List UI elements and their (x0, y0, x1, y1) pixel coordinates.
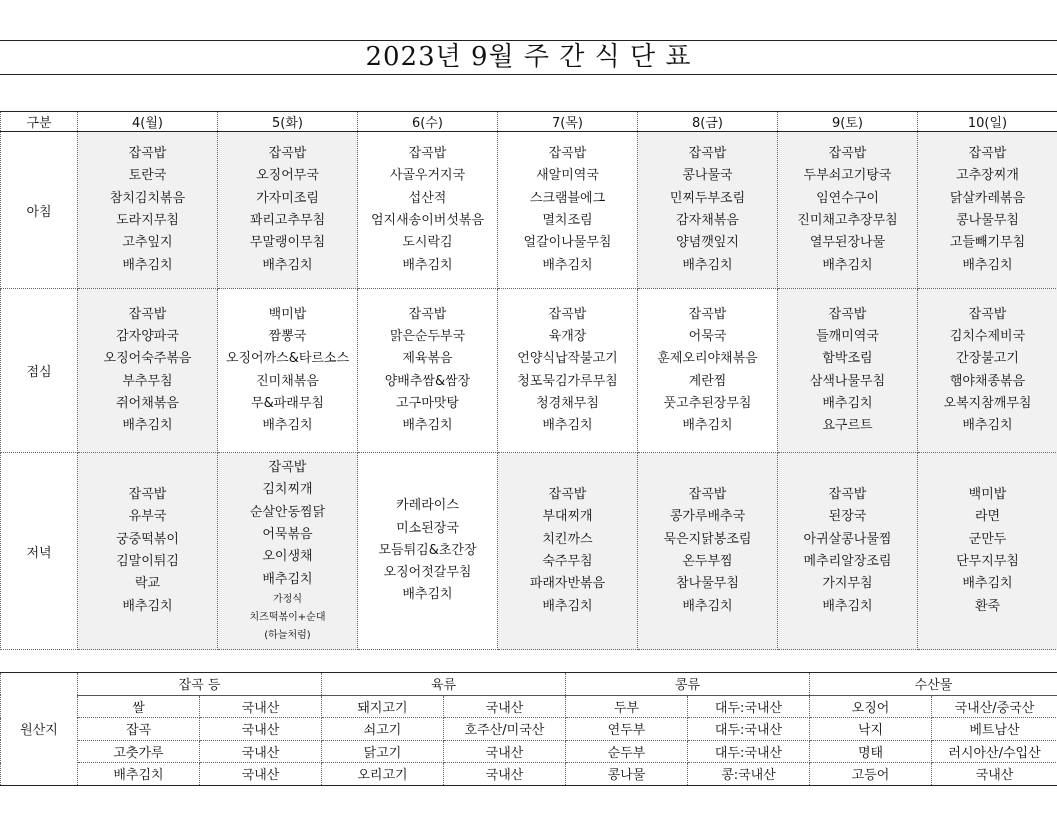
origin-country: 국내산 (932, 763, 1057, 786)
day-header: 5(화) (218, 112, 358, 132)
meal-cell (498, 453, 638, 650)
menu-item: 두부쇠고기탕국 (803, 168, 892, 184)
origin-country: 국내산 (444, 695, 566, 718)
menu-item: 무말랭이무침 (249, 235, 326, 251)
menu-item: 배추김치 (402, 418, 453, 434)
menu-item: 풋고추된장무침 (663, 395, 752, 411)
menu-item: 배추김치 (962, 418, 1013, 434)
menu-item: 고구마맛탕 (396, 395, 459, 411)
menu-item: 파래자반볶음 (529, 576, 606, 592)
menu-item: 배추김치 (122, 418, 173, 434)
menu-item: 잡곡밥 (268, 460, 307, 476)
origin-item: 쇠고기 (322, 718, 444, 741)
menu-item: 락교 (134, 576, 161, 592)
menu-item: 배추김치 (822, 257, 873, 273)
menu-item: 함박조림 (822, 351, 873, 367)
meal-cell (498, 289, 638, 453)
menu-item: 고추잎지 (122, 235, 173, 251)
origin-item: 잡곡 (78, 718, 200, 741)
menu-item: 잡곡밥 (128, 306, 167, 322)
meal-cell (218, 132, 358, 289)
menu-item: 어묵국 (688, 328, 727, 344)
menu-item: 환죽 (974, 598, 1001, 614)
menu-item: 군만두 (968, 531, 1007, 547)
origin-group: 잡곡 등 (78, 673, 322, 696)
menu-item: 배추김치 (122, 257, 173, 273)
menu-item: 오징어까스&타르소스 (225, 351, 350, 367)
menu-item: 고추장찌개 (956, 168, 1019, 184)
meal-label: 점심 (1, 289, 78, 453)
origin-item: 오징어 (810, 695, 932, 718)
menu-item: 궁중떡볶이 (116, 531, 179, 547)
menu-item: 햄야채종볶음 (949, 373, 1026, 389)
day-header: 8(금) (638, 112, 778, 132)
day-header: 4(월) (78, 112, 218, 132)
meal-row-breakfast (1, 132, 1057, 289)
menu-item: 참치김치볶음 (109, 190, 186, 206)
menu-item: 콩가루배추국 (669, 509, 746, 525)
menu-item: 멸치조림 (542, 213, 593, 228)
menu-item: 얼갈이나물무침 (523, 235, 612, 251)
origin-item: 고등어 (810, 763, 932, 786)
menu-item: 치킨까스 (542, 531, 593, 547)
origin-item: 닭고기 (322, 740, 444, 763)
meal-cell (638, 289, 778, 453)
origin-group-row (1, 673, 1057, 696)
menu-item: 잡곡밥 (968, 306, 1007, 322)
menu-item: 배추김치 (262, 571, 313, 587)
origin-label: 원산지 (1, 673, 78, 786)
meal-cell (78, 132, 218, 289)
meal-row-dinner (1, 453, 1057, 650)
origin-item: 연두부 (566, 718, 688, 741)
menu-item: 메추리알장조림 (803, 554, 892, 569)
day-header: 10(일) (918, 112, 1057, 132)
menu-item: 꽈리고추무침 (249, 213, 326, 228)
menu-item: 청경채무침 (536, 395, 599, 411)
meal-cell (218, 453, 358, 650)
menu-item: 잡곡밥 (128, 146, 167, 162)
menu-note: 치즈떡볶이+순대 (249, 611, 326, 623)
origin-country: 대두:국내산 (688, 718, 810, 741)
menu-note: (하늘처럼) (264, 629, 311, 641)
menu-item: 잡곡밥 (408, 146, 447, 162)
meal-cell (358, 453, 498, 650)
menu-item: 진미채볶음 (256, 373, 319, 389)
menu-item: 사골우거지국 (389, 168, 466, 184)
menu-item: 라면 (974, 509, 1001, 525)
menu-item: 콩나물국 (682, 168, 733, 184)
menu-item: 잡곡밥 (548, 146, 587, 162)
origin-country: 콩:국내산 (688, 763, 810, 786)
menu-item: 감자채볶음 (676, 213, 739, 228)
menu-item: 참나물무침 (676, 576, 739, 592)
menu-item: 배추김치 (822, 395, 873, 411)
menu-item: 미소된장국 (396, 520, 459, 536)
origin-country: 러시아산/수입산 (932, 740, 1057, 763)
menu-item: 가자미조림 (256, 190, 319, 206)
menu-item: 잡곡밥 (968, 146, 1007, 162)
menu-item: 오징어숙주볶음 (103, 351, 192, 367)
menu-item: 들깨미역국 (816, 328, 879, 344)
page-title: 2023년 9월 주 간 식 단 표 (0, 40, 1057, 75)
menu-item: 도시락김 (402, 235, 453, 251)
origin-country: 대두:국내산 (688, 695, 810, 718)
menu-item: 양념깻잎지 (676, 235, 739, 251)
origin-item: 콩나물 (566, 763, 688, 786)
menu-item: 잡곡밥 (408, 306, 447, 322)
menu-item: 훈제오리야채볶음 (657, 351, 758, 367)
origin-country: 국내산 (444, 740, 566, 763)
menu-item: 어묵볶음 (262, 527, 313, 542)
menu-item: 잡곡밥 (268, 146, 307, 162)
menu-item: 삼색나물무침 (809, 373, 886, 389)
meal-label: 저녁 (1, 453, 78, 650)
header-row (1, 112, 1057, 132)
menu-item: 잡곡밥 (548, 306, 587, 322)
menu-item: 도라지무침 (116, 213, 179, 228)
meal-cell (78, 289, 218, 453)
origin-country: 국내산 (200, 718, 322, 741)
menu-item: 진미채고추장무침 (797, 213, 898, 228)
menu-item: 쥐어채볶음 (116, 395, 179, 411)
origin-item: 배추김치 (78, 763, 200, 786)
meal-cell (78, 453, 218, 650)
origin-country: 국내산/중국산 (932, 695, 1057, 718)
menu-item: 아귀살콩나물찜 (803, 531, 892, 547)
menu-item: 고들빼기무침 (949, 235, 1026, 251)
meal-cell (778, 132, 918, 289)
menu-item: 엄지새송이버섯볶음 (370, 213, 485, 228)
menu-item: 요구르트 (822, 418, 873, 434)
menu-note: 가정식 (273, 593, 302, 605)
menu-item: 콩나물무침 (956, 213, 1019, 228)
menu-item: 배추김치 (682, 598, 733, 614)
origin-item: 명태 (810, 740, 932, 763)
weekly-menu-table (0, 111, 1057, 650)
menu-item: 오복지참깨무침 (943, 395, 1032, 411)
menu-item: 백미밥 (968, 487, 1007, 503)
menu-item: 오징어젓갈무침 (383, 565, 472, 581)
menu-item: 닭살카레볶음 (949, 190, 1026, 206)
menu-item: 김치수제비국 (949, 328, 1026, 344)
menu-item: 백미밥 (268, 306, 307, 322)
menu-item: 잡곡밥 (128, 487, 167, 503)
meal-cell (918, 453, 1057, 650)
origin-country: 국내산 (200, 763, 322, 786)
menu-item: 육개장 (548, 328, 587, 344)
origin-row (1, 763, 1057, 786)
origin-country: 호주산/미국산 (444, 718, 566, 741)
meal-cell (358, 132, 498, 289)
menu-item: 제육볶음 (402, 351, 453, 367)
menu-item: 청포묵김가루무침 (517, 373, 618, 389)
menu-item: 배추김치 (122, 598, 173, 614)
menu-item: 맑은순두부국 (389, 328, 466, 344)
origin-item: 낙지 (810, 718, 932, 741)
origin-item: 오리고기 (322, 763, 444, 786)
origin-item: 쌀 (78, 695, 200, 718)
menu-item: 가지무침 (822, 576, 873, 592)
menu-item: 감자양파국 (116, 328, 179, 344)
menu-item: 짬뽕국 (268, 328, 307, 344)
origin-group: 콩류 (566, 673, 810, 696)
menu-item: 열무된장나물 (809, 235, 886, 251)
menu-item: 배추김치 (402, 257, 453, 273)
menu-item: 토란국 (128, 168, 167, 184)
menu-item: 카레라이스 (396, 498, 459, 514)
origin-group: 수산물 (810, 673, 1057, 696)
meal-cell (778, 453, 918, 650)
menu-item: 잡곡밥 (688, 146, 727, 162)
origin-item: 두부 (566, 695, 688, 718)
menu-item: 배추김치 (402, 587, 453, 603)
origin-country: 국내산 (200, 740, 322, 763)
menu-item: 배추김치 (822, 598, 873, 614)
menu-item: 배추김치 (682, 257, 733, 273)
origin-row (1, 718, 1057, 741)
menu-item: 오이생채 (262, 549, 313, 565)
menu-item: 계란찜 (688, 373, 727, 389)
menu-item: 부추무침 (122, 373, 173, 389)
day-header: 6(수) (358, 112, 498, 132)
menu-item: 부대찌개 (542, 509, 593, 525)
menu-item: 양배추쌈&쌈장 (384, 373, 471, 389)
menu-item: 배추김치 (682, 418, 733, 434)
origin-row (1, 695, 1057, 718)
meal-row-lunch (1, 289, 1057, 453)
origin-country: 국내산 (444, 763, 566, 786)
menu-item: 단무지무침 (956, 554, 1019, 569)
meal-cell (638, 453, 778, 650)
meal-cell (358, 289, 498, 453)
menu-item: 김말이튀김 (116, 554, 179, 569)
menu-item: 배추김치 (262, 257, 313, 273)
menu-item: 배추김치 (542, 257, 593, 273)
menu-item: 모듬튀김&초간장 (378, 542, 477, 558)
meal-cell (498, 132, 638, 289)
menu-item: 잡곡밥 (828, 487, 867, 503)
menu-item: 무&파래무침 (251, 395, 324, 411)
menu-item: 배추김치 (542, 598, 593, 614)
menu-item: 언양식납작불고기 (517, 351, 618, 367)
day-header: 7(목) (498, 112, 638, 132)
origin-country: 대두:국내산 (688, 740, 810, 763)
origin-row (1, 740, 1057, 763)
menu-item: 잡곡밥 (688, 487, 727, 503)
origin-group: 육류 (322, 673, 566, 696)
menu-item: 오징어무국 (256, 168, 319, 184)
menu-item: 된장국 (828, 509, 867, 525)
menu-item: 배추김치 (262, 418, 313, 434)
day-header: 9(토) (778, 112, 918, 132)
meal-cell (918, 132, 1057, 289)
meal-cell (218, 289, 358, 453)
origin-item: 고춧가루 (78, 740, 200, 763)
origin-table (0, 672, 1057, 786)
meal-label: 아침 (1, 132, 78, 289)
menu-item: 잡곡밥 (688, 306, 727, 322)
menu-item: 민찌두부조림 (669, 190, 746, 206)
menu-item: 간장불고기 (956, 351, 1019, 367)
origin-country: 베트남산 (932, 718, 1057, 741)
menu-item: 새알미역국 (536, 168, 599, 184)
meal-cell (918, 289, 1057, 453)
menu-item: 김치찌개 (262, 482, 313, 498)
menu-item: 숙주무침 (542, 554, 593, 569)
header-label: 구분 (1, 112, 78, 132)
meal-cell (778, 289, 918, 453)
menu-item: 온두부찜 (682, 554, 733, 569)
origin-item: 돼지고기 (322, 695, 444, 718)
menu-item: 잡곡밥 (828, 146, 867, 162)
origin-country: 국내산 (200, 695, 322, 718)
origin-item: 순두부 (566, 740, 688, 763)
menu-item: 임연수구이 (816, 190, 879, 206)
menu-item: 묵은지닭봉조림 (663, 531, 752, 547)
menu-item: 유부국 (128, 509, 167, 525)
menu-item: 섭산적 (408, 190, 447, 206)
menu-item: 배추김치 (542, 418, 593, 434)
menu-item: 스크램블에그 (529, 190, 606, 206)
menu-item: 잡곡밥 (828, 306, 867, 322)
menu-item: 순살안동찜닭 (249, 504, 326, 520)
menu-item: 배추김치 (962, 576, 1013, 592)
meal-cell (638, 132, 778, 289)
menu-item: 배추김치 (962, 257, 1013, 273)
menu-item: 잡곡밥 (548, 487, 587, 503)
